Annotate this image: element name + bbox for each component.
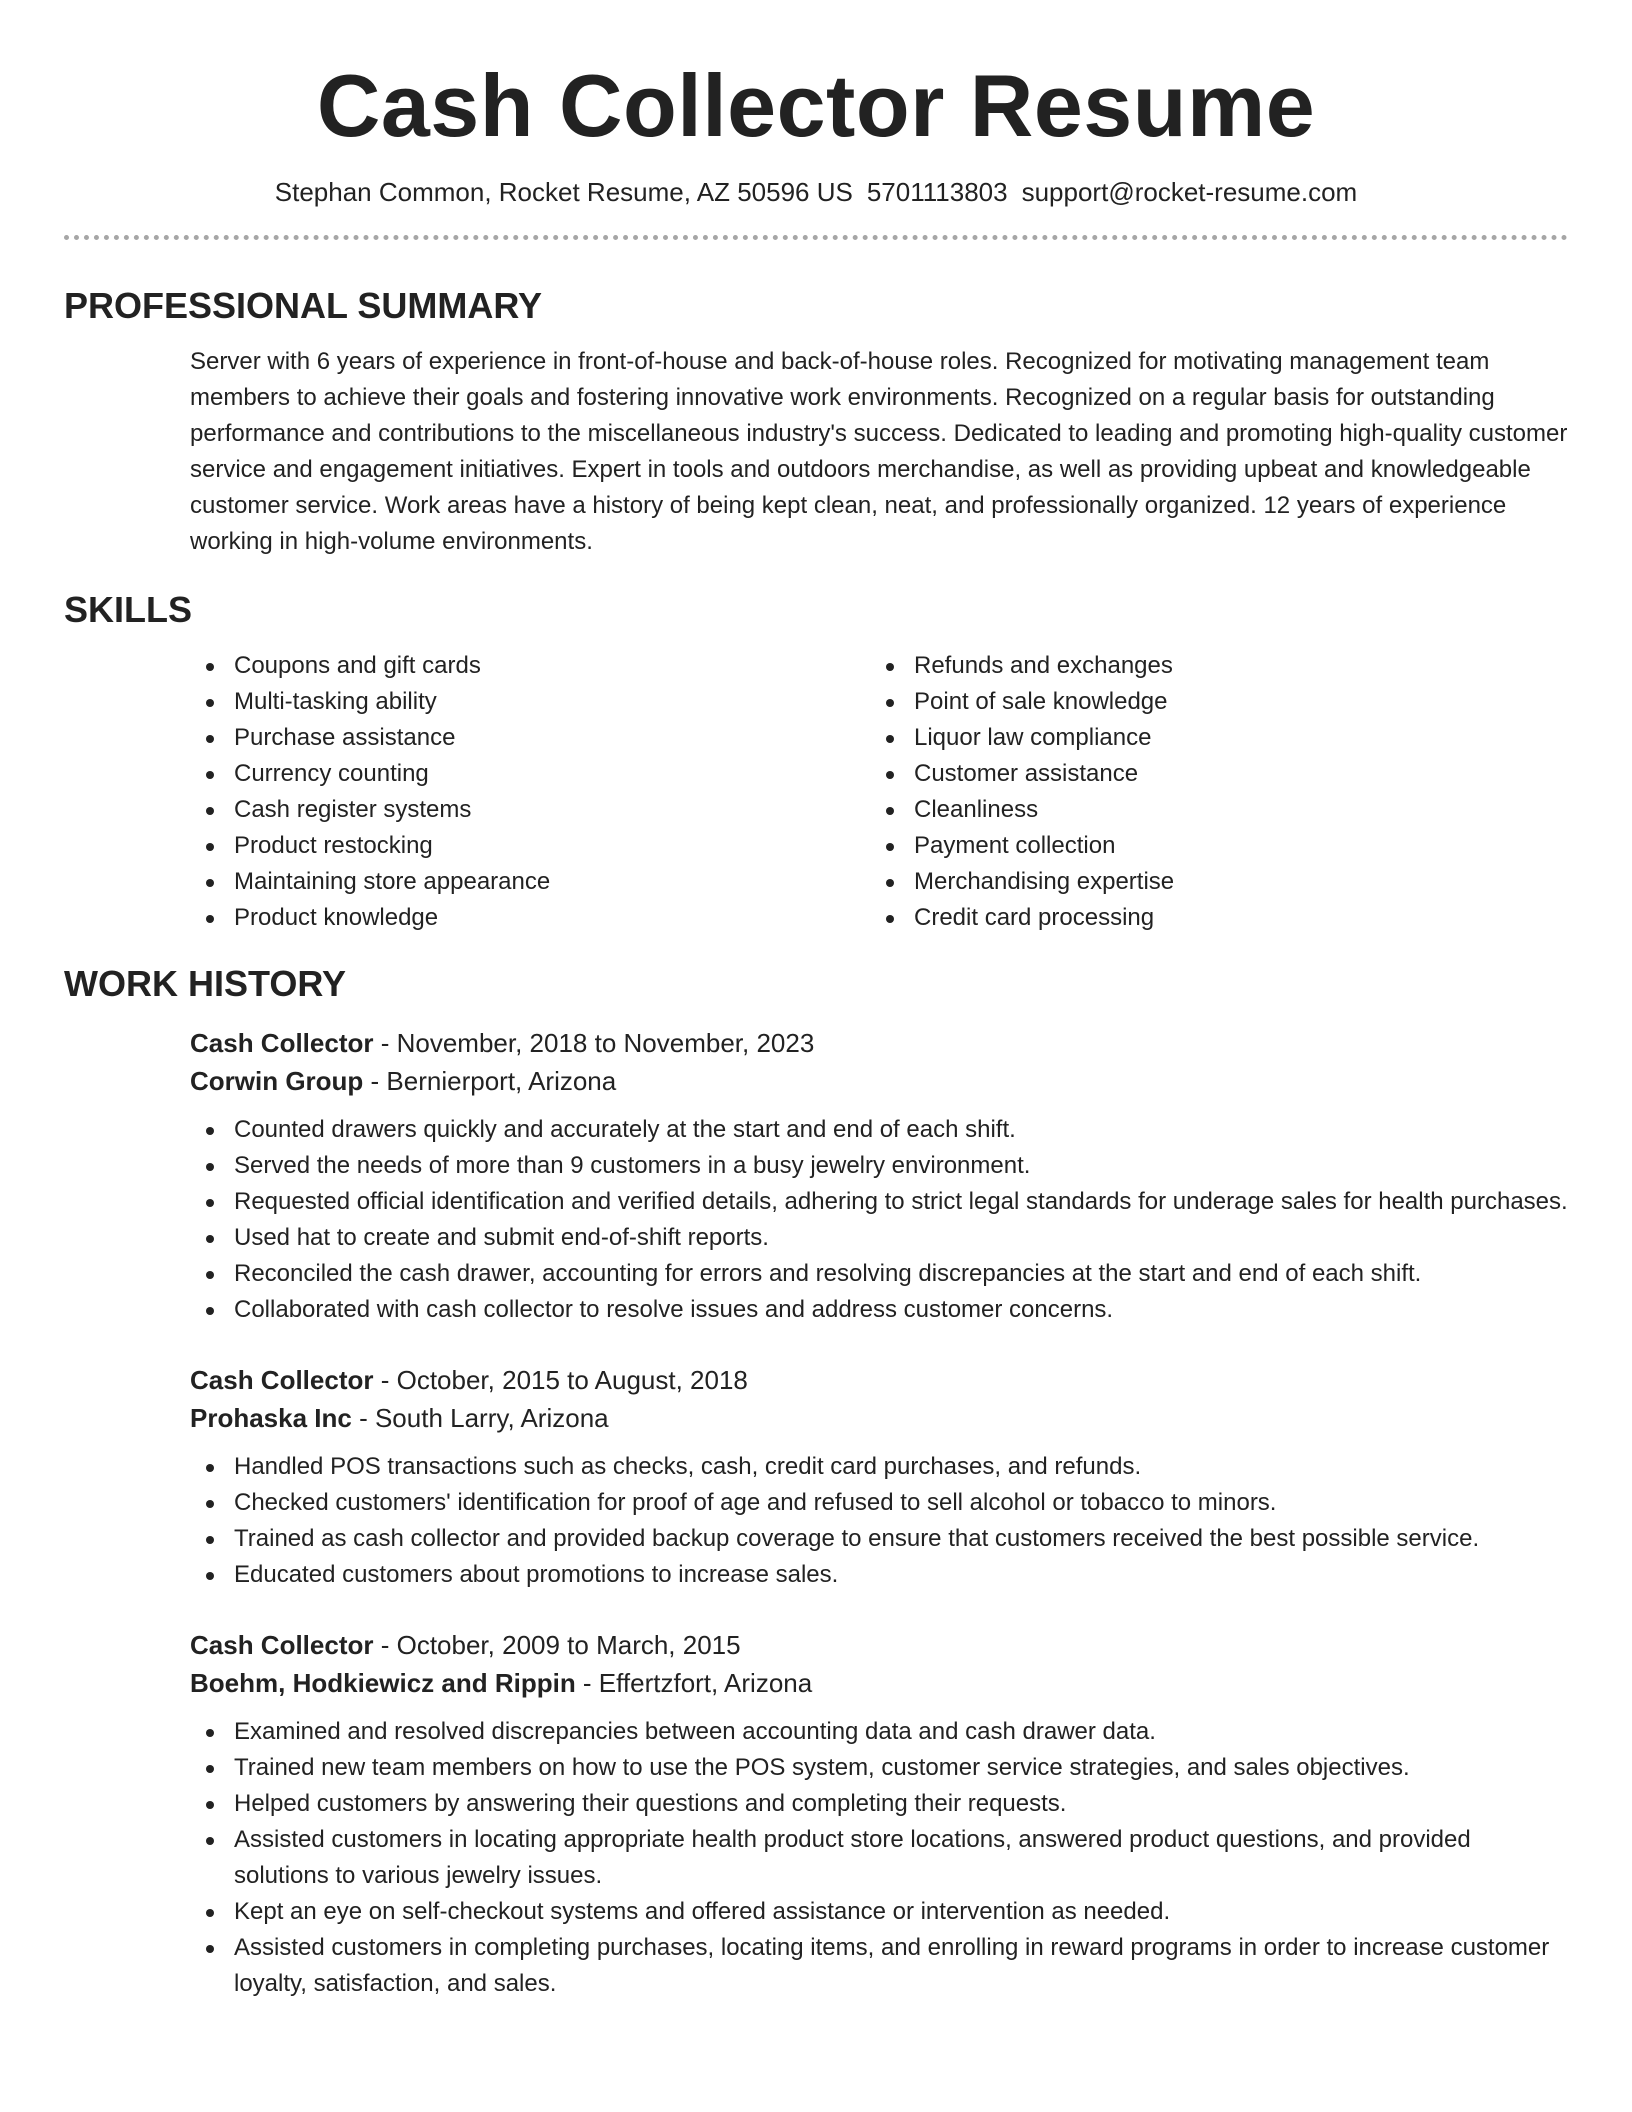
skill-item: Multi-tasking ability	[190, 684, 870, 720]
summary-text: Server with 6 years of experience in front-of-house and back-of-house roles. Recognized for motivating management team members to achieve their goals and fostering innovative work environments. Recognized on a regular basis for outstanding performance and contributions to the miscellaneous industry's success. Dedicated to leading and promoting high-quality customer service and engagement initiatives. Expert in tools and outdoors merchandise, as well as providing upbeat and knowledgeable customer service. Work areas have a history of being kept clean, neat, and professionally organized. 12 years of experience working in high-volume environments.	[190, 348, 1568, 555]
skills-column-right	[870, 648, 1550, 936]
skills-column-left	[190, 648, 870, 936]
job-title-line	[190, 1361, 1568, 1399]
skills-heading: SKILLS	[64, 589, 193, 630]
contact-address: Stephan Common, Rocket Resume, AZ 50596 US	[274, 177, 853, 207]
job-entry	[190, 1024, 1568, 1328]
skill-item: Credit card processing	[870, 900, 1550, 936]
job-bullet: Kept an eye on self-checkout systems and offered assistance or intervention as needed.	[190, 1894, 1570, 1930]
resume-title: Cash Collector Resume	[316, 56, 1316, 155]
job-location: - Bernierport, Arizona	[363, 1066, 617, 1096]
job-entry	[190, 1361, 1568, 1593]
job-bullets	[190, 1714, 1570, 2002]
skill-item: Liquor law compliance	[870, 720, 1550, 756]
skill-item: Currency counting	[190, 756, 870, 792]
work-history-heading: WORK HISTORY	[64, 963, 347, 1004]
skill-item: Point of sale knowledge	[870, 684, 1550, 720]
job-company: Prohaska Inc	[190, 1403, 352, 1433]
job-title: Cash Collector	[190, 1630, 374, 1660]
job-company: Corwin Group	[190, 1066, 364, 1096]
skill-item: Cash register systems	[190, 792, 870, 828]
skill-item: Maintaining store appearance	[190, 864, 870, 900]
skill-item: Customer assistance	[870, 756, 1550, 792]
job-dates: - October, 2009 to March, 2015	[373, 1630, 741, 1660]
job-bullet: Checked customers' identification for proof of age and refused to sell alcohol or tobacco to minors.	[190, 1485, 1570, 1521]
job-entry	[190, 1626, 1568, 2002]
job-bullet: Assisted customers in locating appropriate health product store locations, answered product questions, and provided solutions to various jewelry issues.	[190, 1822, 1570, 1894]
job-dates: - October, 2015 to August, 2018	[373, 1365, 748, 1395]
skill-item: Merchandising expertise	[870, 864, 1550, 900]
summary-heading: PROFESSIONAL SUMMARY	[64, 285, 543, 326]
job-bullet: Assisted customers in completing purchases, locating items, and enrolling in reward programs in order to increase customer loyalty, satisfaction, and sales.	[190, 1930, 1570, 2002]
job-company-line	[190, 1664, 1568, 1702]
job-company-line	[190, 1399, 1568, 1437]
job-bullet: Trained new team members on how to use the POS system, customer service strategies, and sales objectives.	[190, 1750, 1570, 1786]
job-bullets	[190, 1449, 1570, 1593]
job-bullet: Handled POS transactions such as checks, cash, credit card purchases, and refunds.	[190, 1449, 1570, 1485]
skill-item: Payment collection	[870, 828, 1550, 864]
job-bullet: Collaborated with cash collector to resolve issues and address customer concerns.	[190, 1292, 1570, 1328]
job-bullets	[190, 1112, 1570, 1328]
job-company: Boehm, Hodkiewicz and Rippin	[190, 1668, 576, 1698]
contact-line	[64, 176, 1568, 208]
job-title-line	[190, 1024, 1568, 1062]
job-bullet: Examined and resolved discrepancies between accounting data and cash drawer data.	[190, 1714, 1570, 1750]
skill-item: Cleanliness	[870, 792, 1550, 828]
resume-page	[64, 0, 1568, 2002]
job-company-line	[190, 1062, 1568, 1100]
job-bullet: Used hat to create and submit end-of-shift reports.	[190, 1220, 1570, 1256]
contact-phone: 5701113803	[866, 177, 1008, 207]
job-bullet: Requested official identification and verified details, adhering to strict legal standards for underage sales for health purchases.	[190, 1184, 1570, 1220]
header-divider	[64, 235, 1568, 240]
job-bullet: Counted drawers quickly and accurately at the start and end of each shift.	[190, 1112, 1570, 1148]
job-bullet: Helped customers by answering their questions and completing their requests.	[190, 1786, 1570, 1822]
skills-list	[190, 648, 1570, 936]
job-title: Cash Collector	[190, 1028, 374, 1058]
contact-email: support@rocket-resume.com	[1021, 177, 1358, 207]
skill-item: Refunds and exchanges	[870, 648, 1550, 684]
job-location: - South Larry, Arizona	[351, 1403, 609, 1433]
job-dates: - November, 2018 to November, 2023	[373, 1028, 815, 1058]
job-bullet: Reconciled the cash drawer, accounting for errors and resolving discrepancies at the start and end of each shift.	[190, 1256, 1570, 1292]
job-bullet: Educated customers about promotions to increase sales.	[190, 1557, 1570, 1593]
job-bullet: Trained as cash collector and provided backup coverage to ensure that customers received the best possible service.	[190, 1521, 1570, 1557]
skill-item: Product knowledge	[190, 900, 870, 936]
job-location: - Effertzfort, Arizona	[575, 1668, 813, 1698]
job-title: Cash Collector	[190, 1365, 374, 1395]
skill-item: Coupons and gift cards	[190, 648, 870, 684]
skill-item: Purchase assistance	[190, 720, 870, 756]
job-bullet: Served the needs of more than 9 customers in a busy jewelry environment.	[190, 1148, 1570, 1184]
job-title-line	[190, 1626, 1568, 1664]
skill-item: Product restocking	[190, 828, 870, 864]
